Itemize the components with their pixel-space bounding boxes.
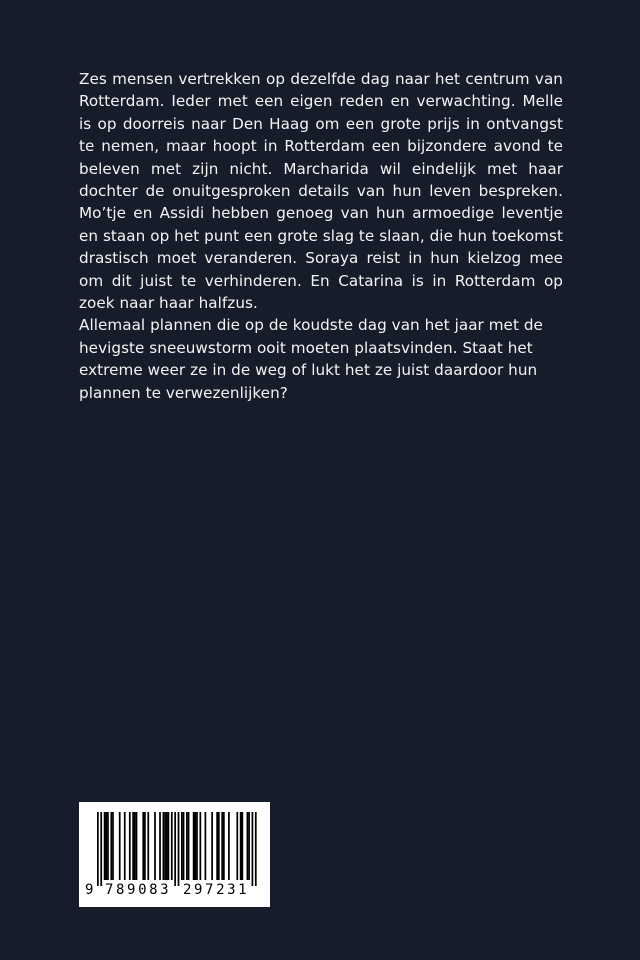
isbn-barcode: [79, 802, 270, 907]
barcode-bar: [196, 812, 198, 880]
barcode-bar: [218, 812, 220, 880]
barcode-bar: [112, 812, 114, 880]
barcode-bar: [154, 812, 156, 880]
barcode-bar: [199, 812, 201, 880]
barcode-bar: [221, 812, 223, 880]
barcode-bar: [168, 812, 170, 880]
barcode-bar: [129, 812, 131, 880]
barcode-bar: [147, 812, 149, 880]
barcode-bar: [248, 812, 250, 880]
isbn-number: [79, 882, 270, 902]
barcode-bar: [105, 812, 107, 880]
barcode-bar: [132, 812, 134, 880]
barcode-bar: [241, 812, 243, 880]
barcode-bar: [255, 812, 257, 886]
barcode-bar: [174, 812, 176, 886]
barcode-bar: [240, 812, 242, 880]
barcode-bar: [216, 812, 218, 880]
barcode-bar: [171, 812, 173, 880]
barcode-bar: [228, 812, 230, 880]
barcode-bar: [178, 812, 180, 886]
barcode-bar: [183, 812, 185, 880]
barcode-bar: [100, 812, 102, 886]
barcode-bar: [163, 812, 165, 880]
barcode-bar: [223, 812, 225, 880]
barcode-bar: [159, 812, 161, 880]
barcode-bar: [136, 812, 138, 880]
barcode-bar: [107, 812, 109, 880]
barcode-bar: [205, 812, 207, 880]
barcode-bar: [110, 812, 112, 880]
barcode-bar: [247, 812, 249, 880]
back-cover-blurb: [79, 68, 563, 404]
barcode-bar: [193, 812, 195, 880]
barcode-bar: [144, 812, 146, 880]
barcode-bar: [166, 812, 168, 880]
barcode-bar: [164, 812, 166, 880]
barcode-bar: [119, 812, 121, 880]
blurb-paragraph-1: Zes mensen vertrekken op dezelfde dag naar het centrum van Rotterdam. Ieder met een eigen reden en verwachting. Melle is op doorreis naar Den Haag om een grote prijs in ontvangst te nemen, maar hoopt in Rotterdam een bijzondere avond te beleven met zijn nicht. Marcharida wil eindelijk met haar dochter de onuitgesproken details van hun leven bespreken. Mo’tje en Assidi hebben genoeg van hun armoedige leventje en staan op het punt een grote slag te slaan, die hun toekomst drastisch moet veranderen. Soraya reist in hun kielzog mee om dit juist te verhinderen. En Catarina is in Rotterdam op zoek naar haar halfzus.: [79, 70, 563, 313]
blurb-paragraph-2: Allemaal plannen die op de koudste dag van het jaar met de hevigste sneeuwstorm ooit moeten plaatsvinden. Staat het extreme weer ze in de weg of lukt het ze juist daardoor hun plannen te verwezenlijken?: [79, 316, 543, 402]
barcode-bar: [142, 812, 144, 880]
barcode-bar: [181, 812, 183, 880]
barcode-bar: [211, 812, 213, 880]
barcode-bar: [188, 812, 190, 880]
barcode-bar: [104, 812, 106, 880]
barcode-bar: [186, 812, 188, 880]
isbn-left-digits: 789083: [105, 882, 172, 898]
barcode-bar: [252, 812, 254, 886]
barcode-bar: [236, 812, 238, 880]
barcode-bar: [134, 812, 136, 880]
isbn-first-digit: 9: [85, 882, 97, 898]
isbn-right-digits: 297231: [183, 882, 250, 898]
barcode-bar: [124, 812, 126, 880]
barcode-bar: [194, 812, 196, 880]
barcode-bar: [97, 812, 99, 886]
